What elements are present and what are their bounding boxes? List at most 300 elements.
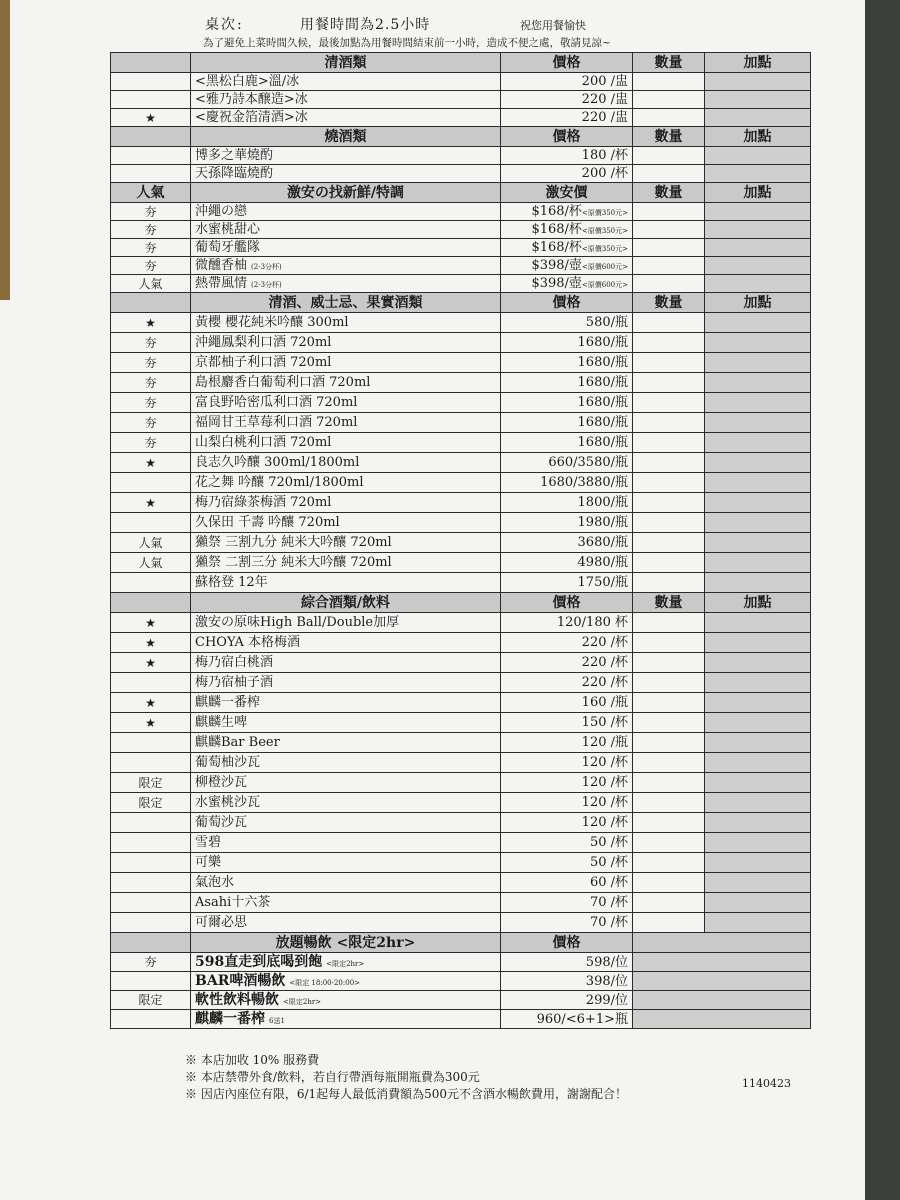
quantity-cell[interactable] [633,673,705,693]
quantity-cell[interactable] [633,853,705,873]
item-name: 沖繩鳳梨利口酒 720ml [195,335,332,350]
item-badge [111,813,191,833]
item-badge: 人氣 [111,275,191,293]
quantity-column-header: 數量 [633,127,705,147]
quantity-cell[interactable] [633,573,705,593]
item-note: <限定 18:00-20:00> [289,979,361,987]
item-note: (2-3分杯) [251,263,282,271]
item-badge: ★ [111,453,191,473]
item-name: 可爾必思 [195,915,248,930]
add-order-cell[interactable] [705,313,811,333]
item-name: 熱帶風情 [195,276,248,291]
menu-item-row [111,239,811,257]
item-name: 良志久吟釀 300ml/1800ml [195,455,360,470]
quantity-cell[interactable] [633,203,705,221]
item-name: 梅乃宿柚子酒 [195,675,274,690]
item-name: 富良野哈密瓜利口酒 720ml [195,395,358,410]
item-price: 70 /杯 [589,915,628,930]
add-order-cell[interactable] [705,91,811,109]
add-order-cell[interactable] [705,753,811,773]
item-price-cell [501,257,633,275]
quantity-cell[interactable] [633,713,705,733]
item-price-cell [501,275,633,293]
item-price: 220 /杯 [581,675,628,690]
add-order-cell[interactable] [705,109,811,127]
quantity-cell[interactable] [633,913,705,933]
quantity-cell[interactable] [633,453,705,473]
add-order-cell[interactable] [705,257,811,275]
item-name-cell [191,633,501,653]
item-name-cell [191,713,501,733]
item-price-cell [501,633,633,653]
quantity-cell[interactable] [633,275,705,293]
section-mark [111,593,191,613]
item-price: 220 /盅 [581,110,628,125]
menu-item-row [111,433,811,453]
item-name: 福岡甘王草莓利口酒 720ml [195,415,358,430]
menu-item-row [111,613,811,633]
quantity-cell[interactable] [633,221,705,239]
quantity-cell[interactable] [633,513,705,533]
add-order-cell[interactable] [705,333,811,353]
item-price: 3680/瓶 [577,535,628,550]
menu-item-row [111,165,811,183]
item-price: 299/位 [501,991,633,1010]
quantity-cell[interactable] [633,239,705,257]
add-order-cell[interactable] [705,553,811,573]
quantity-cell[interactable] [633,833,705,853]
menu-item-row [111,473,811,493]
quantity-cell[interactable] [633,873,705,893]
item-name: 可樂 [195,855,222,870]
menu-item-row [111,653,811,673]
add-order-column-header: 加點 [705,53,811,73]
section-title: 綜合酒類/飲料 [191,593,501,613]
item-name-cell [191,393,501,413]
add-order-column-header: 加點 [705,593,811,613]
menu-item-row [111,853,811,873]
item-name-cell [191,853,501,873]
item-price-cell [501,493,633,513]
item-price: 1680/瓶 [577,355,628,370]
item-name: 水蜜桃沙瓦 [195,795,261,810]
greeting: 祝您用餐愉快 [520,19,586,32]
add-order-cell[interactable] [705,373,811,393]
item-price-cell [501,893,633,913]
menu-item-row [111,553,811,573]
add-order-cell[interactable] [705,393,811,413]
section-header [111,593,811,613]
item-price: 598/位 [501,953,633,972]
add-order-cell[interactable] [705,733,811,753]
original-price: <原價350元> [581,209,628,217]
section-header [111,183,811,203]
quantity-column-header: 數量 [633,293,705,313]
add-order-cell[interactable] [705,853,811,873]
item-badge [111,893,191,913]
item-name-cell [191,513,501,533]
price-column-header: 價格 [501,127,633,147]
item-price: $168/杯 [531,240,582,255]
item-price-cell [501,165,633,183]
item-price-cell [501,793,633,813]
quantity-column-header: 數量 [633,593,705,613]
item-badge: ★ [111,613,191,633]
item-name: 天孫降臨燒酌 [195,166,274,181]
price-column-header: 價格 [501,293,633,313]
item-price-cell [501,753,633,773]
item-name: 博多之華燒酌 [195,148,274,163]
item-price: $398/壺 [531,276,582,291]
item-price-cell [501,147,633,165]
footer-notes [185,1052,627,1103]
menu-item-row [111,533,811,553]
menu-item-row [111,913,811,933]
section-header [111,293,811,313]
add-order-cell[interactable] [705,73,811,91]
item-price-cell [501,333,633,353]
add-order-cell[interactable] [705,165,811,183]
item-name: 598直走到底喝到飽 [195,954,323,970]
item-price: 120 /杯 [581,775,628,790]
menu-item-row [111,493,811,513]
menu-item-row [111,91,811,109]
item-price: 50 /杯 [589,855,628,870]
item-badge: 夯 [111,221,191,239]
item-name: 激安の原味High Ball/Double加厚 [195,615,400,630]
item-name-cell [191,753,501,773]
add-order-cell[interactable] [705,433,811,453]
item-price: 1680/瓶 [577,415,628,430]
add-order-cell[interactable] [705,633,811,653]
item-badge: 夯 [111,433,191,453]
item-price: 180 /杯 [581,148,628,163]
item-badge: ★ [111,653,191,673]
item-name: BAR啤酒暢飲 [195,973,286,989]
item-price-cell [501,693,633,713]
add-order-cell[interactable] [705,693,811,713]
item-price-cell [501,913,633,933]
item-price-cell [501,533,633,553]
add-order-cell[interactable] [705,573,811,593]
add-order-cell[interactable] [705,275,811,293]
add-order-cell[interactable] [705,533,811,553]
section-mark [111,293,191,313]
item-name-cell [191,613,501,633]
item-badge: 夯 [111,257,191,275]
add-order-cell[interactable] [705,413,811,433]
item-badge: 夯 [111,203,191,221]
item-price: 120 /杯 [581,795,628,810]
item-name-cell [191,673,501,693]
item-badge: 夯 [111,239,191,257]
quantity-cell[interactable] [633,147,705,165]
item-price: 220 /杯 [581,655,628,670]
item-badge: 夯 [111,333,191,353]
item-price-cell [501,833,633,853]
blank-cell [633,1010,811,1029]
section-title: 放題暢飲 <限定2hr> [191,933,501,953]
item-badge [111,972,191,991]
item-badge [111,91,191,109]
add-order-cell[interactable] [705,893,811,913]
add-order-cell[interactable] [705,653,811,673]
item-badge: ★ [111,313,191,333]
item-badge [111,473,191,493]
add-order-cell[interactable] [705,239,811,257]
last-order-notice: 為了避免上菜時間久候，最後加點為用餐時間結束前一小時，造成不便之處，敬請見諒~ [203,37,611,49]
add-order-cell[interactable] [705,793,811,813]
blank-cell [633,991,811,1010]
item-name-cell [191,275,501,293]
add-order-cell[interactable] [705,613,811,633]
quantity-cell[interactable] [633,333,705,353]
quantity-cell[interactable] [633,813,705,833]
menu-item-row [111,313,811,333]
add-order-cell[interactable] [705,673,811,693]
menu-item-row [111,693,811,713]
item-name-cell [191,221,501,239]
menu-item-row [111,633,811,653]
item-badge: 限定 [111,793,191,813]
item-name: 久保田 千壽 吟釀 720ml [195,515,340,530]
quantity-cell[interactable] [633,733,705,753]
item-price-cell [501,353,633,373]
add-order-cell[interactable] [705,473,811,493]
item-price: 1980/瓶 [577,515,628,530]
item-badge [111,513,191,533]
item-price-cell [501,713,633,733]
section-title: 清酒、威士忌、果實酒類 [191,293,501,313]
price-column-header: 價格 [501,933,633,953]
item-name: 麒麟生啤 [195,715,248,730]
quantity-cell[interactable] [633,693,705,713]
item-price-cell [501,413,633,433]
quantity-column-header: 數量 [633,183,705,203]
quantity-cell[interactable] [633,613,705,633]
item-badge [111,1010,191,1029]
item-name-cell [191,873,501,893]
item-badge: ★ [111,633,191,653]
item-name-cell [191,203,501,221]
item-badge: 限定 [111,991,191,1010]
item-name: 麒麟一番榨 [195,695,261,710]
item-name: 梅乃宿綠茶梅酒 720ml [195,495,332,510]
item-badge [111,853,191,873]
menu-item-row [111,813,811,833]
quantity-cell[interactable] [633,73,705,91]
add-order-cell[interactable] [705,353,811,373]
item-badge [111,673,191,693]
item-badge [111,573,191,593]
original-price: <原價600元> [581,281,628,289]
item-name-cell [191,239,501,257]
quantity-cell[interactable] [633,257,705,275]
add-order-cell[interactable] [705,147,811,165]
menu-item-row [111,73,811,91]
section-mark [111,127,191,147]
menu-item-row [111,393,811,413]
item-price: $168/杯 [531,222,582,237]
item-name-cell [191,91,501,109]
free-flow-row [111,972,811,991]
item-price-cell [501,393,633,413]
item-price-cell [501,203,633,221]
item-badge: ★ [111,493,191,513]
quantity-cell[interactable] [633,353,705,373]
quantity-cell[interactable] [633,165,705,183]
item-name-cell [191,353,501,373]
item-price: $168/杯 [531,204,582,219]
add-order-cell[interactable] [705,773,811,793]
quantity-cell[interactable] [633,393,705,413]
item-name-cell [191,147,501,165]
item-name-cell [191,257,501,275]
quantity-column-header: 數量 [633,53,705,73]
quantity-cell[interactable] [633,433,705,453]
footer-note: ※ 本店加收 10% 服務費 [185,1053,320,1067]
item-price: 200 /杯 [581,166,628,181]
item-price-cell [501,853,633,873]
item-price-cell [501,773,633,793]
quantity-cell[interactable] [633,773,705,793]
item-name: 氣泡水 [195,875,235,890]
item-name-cell [191,693,501,713]
free-flow-row [111,1010,811,1029]
item-price: 1680/瓶 [577,375,628,390]
item-name: 山梨白桃利口酒 720ml [195,435,332,450]
item-name: 柳橙沙瓦 [195,775,248,790]
item-name: 花之舞 吟釀 720ml/1800ml [195,475,364,490]
item-price-cell [501,221,633,239]
item-badge: ★ [111,109,191,127]
item-name: Asahi十六茶 [195,895,271,910]
add-order-cell[interactable] [705,203,811,221]
item-name: <慶祝金箔清酒>冰 [195,110,308,125]
item-badge: 夯 [111,413,191,433]
item-name: 島根麝香白葡萄利口酒 720ml [195,375,371,390]
quantity-cell[interactable] [633,473,705,493]
menu-item-row [111,573,811,593]
item-name: 京都柚子利口酒 720ml [195,355,332,370]
item-price-cell [501,513,633,533]
quantity-cell[interactable] [633,553,705,573]
item-price-cell [501,573,633,593]
price-column-header: 激安價 [501,183,633,203]
item-badge: 夯 [111,353,191,373]
item-badge: 夯 [111,393,191,413]
menu-item-row [111,333,811,353]
item-price: 580/瓶 [585,315,628,330]
section-title: 激安の找新鮮/特調 [191,183,501,203]
item-price-cell [501,473,633,493]
quantity-cell[interactable] [633,653,705,673]
item-name-cell [191,73,501,91]
add-order-cell[interactable] [705,493,811,513]
section-header [111,933,811,953]
item-name: 葡萄牙艦隊 [195,240,261,255]
quantity-cell[interactable] [633,893,705,913]
item-price-cell [501,613,633,633]
price-column-header: 價格 [501,53,633,73]
quantity-cell[interactable] [633,91,705,109]
menu-item-row [111,893,811,913]
add-order-cell[interactable] [705,813,811,833]
item-name: 葡萄沙瓦 [195,815,248,830]
add-order-cell[interactable] [705,513,811,533]
item-price: 200 /盅 [581,74,628,89]
blank-cell [633,953,811,972]
quantity-cell[interactable] [633,493,705,513]
menu-item-row [111,773,811,793]
item-badge [111,733,191,753]
item-price-cell [501,73,633,91]
item-badge [111,147,191,165]
menu-item-row [111,203,811,221]
quantity-cell[interactable] [633,313,705,333]
item-name: 軟性飲料暢飲 [195,992,279,1008]
quantity-cell[interactable] [633,633,705,653]
item-name-cell [191,333,501,353]
menu-item-row [111,873,811,893]
menu-item-row [111,733,811,753]
item-name: 蘇格登 12年 [195,575,268,590]
add-order-cell[interactable] [705,873,811,893]
item-name-cell [191,433,501,453]
item-price: 660/3580/瓶 [548,455,628,470]
item-name: 水蜜桃甜心 [195,222,261,237]
add-order-cell[interactable] [705,833,811,853]
quantity-cell[interactable] [633,109,705,127]
item-price: 120/180 杯 [556,615,628,630]
item-name-cell [191,109,501,127]
item-name-cell [191,793,501,813]
add-order-cell[interactable] [705,913,811,933]
quantity-cell[interactable] [633,793,705,813]
footer-note: ※ 本店禁帶外食/飲料，若自行帶酒每瓶開瓶費為300元 [185,1070,480,1084]
footer-note: ※ 因店內座位有限，6/1起每人最低消費額為500元不含酒水暢飲費用，謝謝配合！ [185,1087,628,1101]
item-price: 1680/瓶 [577,435,628,450]
item-name-cell [191,473,501,493]
item-price-cell [501,673,633,693]
item-name: 葡萄柚沙瓦 [195,755,261,770]
section-title: 燒酒類 [191,127,501,147]
quantity-cell[interactable] [633,753,705,773]
item-name: CHOYA 本格梅酒 [195,635,301,650]
add-order-cell[interactable] [705,453,811,473]
item-name-cell [191,573,501,593]
item-price-cell [501,813,633,833]
quantity-cell[interactable] [633,413,705,433]
section-mark [111,933,191,953]
item-price: 120 /杯 [581,755,628,770]
item-price-cell [501,239,633,257]
blank-header [633,933,811,953]
menu-item-row [111,373,811,393]
item-price-cell [501,433,633,453]
item-name-cell [191,533,501,553]
item-price: 1680/瓶 [577,395,628,410]
quantity-cell[interactable] [633,373,705,393]
section-header [111,53,811,73]
item-price: 150 /杯 [581,715,628,730]
quantity-cell[interactable] [633,533,705,553]
free-flow-row [111,953,811,972]
table-edge [0,0,10,300]
add-order-cell[interactable] [705,221,811,239]
add-order-cell[interactable] [705,713,811,733]
original-price: <原價600元> [581,263,628,271]
